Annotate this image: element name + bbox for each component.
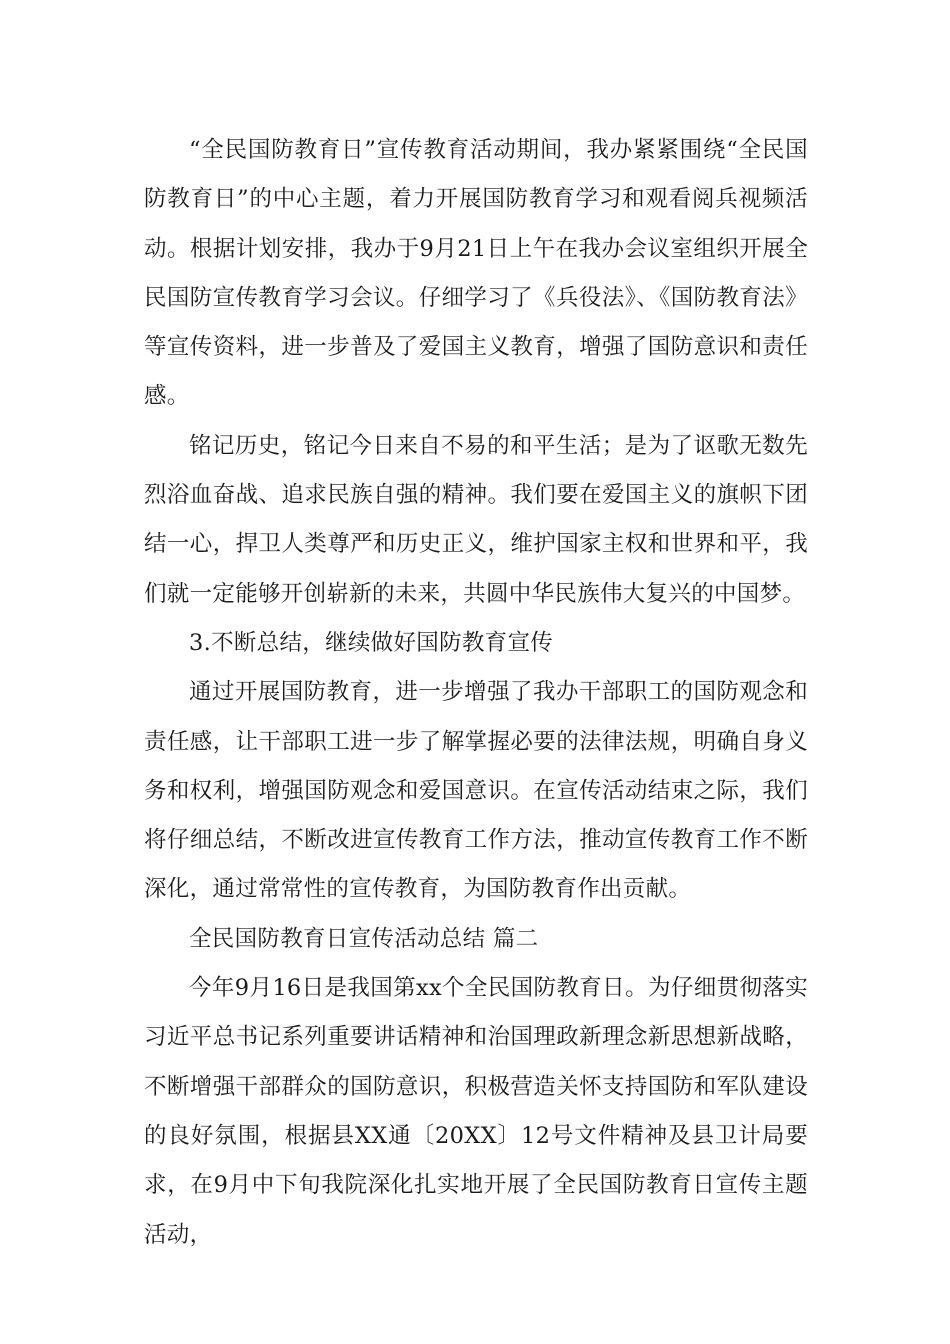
section-heading-part-two: 全民国防教育日宣传活动总结 篇二 [189, 925, 539, 952]
paragraph-summary-body: 通过开展国防教育，进一步增强了我办干部职工的国防观念和责任感，让干部职工进一步了解掌握必要的法律法规，明确自身义务和权利，增强国防观念和爱国意识。在宣传活动结束之际，我们将仔细总结，不断改进宣传教育工作方法，推动宣传教育工作不断深化，通过常常性的宣传教育，为国防教育作出贡献。 [144, 679, 808, 903]
paragraph-activity-intro: “全民国防教育日”宣传教育活动期间，我办紧紧围绕“全民国防教育日”的中心主题，着力开展国防教育学习和观看阅兵视频活动。根据计划安排，我办于9月21日上午在我办会议室组织开展全民国防宣传教育学习会议。仔细学习了《兵役法》、《国防教育法》等宣传资料，进一步普及了爱国主义教育，增强了国防意识和责任感。 [144, 137, 808, 410]
paragraph-part-two-intro: 今年9月16日是我国第xx个全民国防教育日。为仔细贯彻落实习近平总书记系列重要讲话精神和治国理政新理念新思想新战略，不断增强干部群众的国防意识，积极营造关怀支持国防和军队建设的良好氛围，根据县XX通〔20XX〕12号文件精神及县卫计局要求，在9月中下旬我院深化扎实地开展了全民国防教育日宣传主题活动， [144, 975, 808, 1248]
document-body [144, 126, 808, 1260]
section-heading-summary: 3.不断总结，继续做好国防教育宣传 [189, 629, 554, 656]
paragraph-remember-history: 铭记历史，铭记今日来自不易的和平生活；是为了讴歌无数先烈浴血奋战、追求民族自强的精神。我们要在爱国主义的旗帜下团结一心，捍卫人类尊严和历史正义，维护国家主权和世界和平，我们就一定能够开创崭新的未来，共圆中华民族伟大复兴的中国梦。 [144, 432, 808, 607]
